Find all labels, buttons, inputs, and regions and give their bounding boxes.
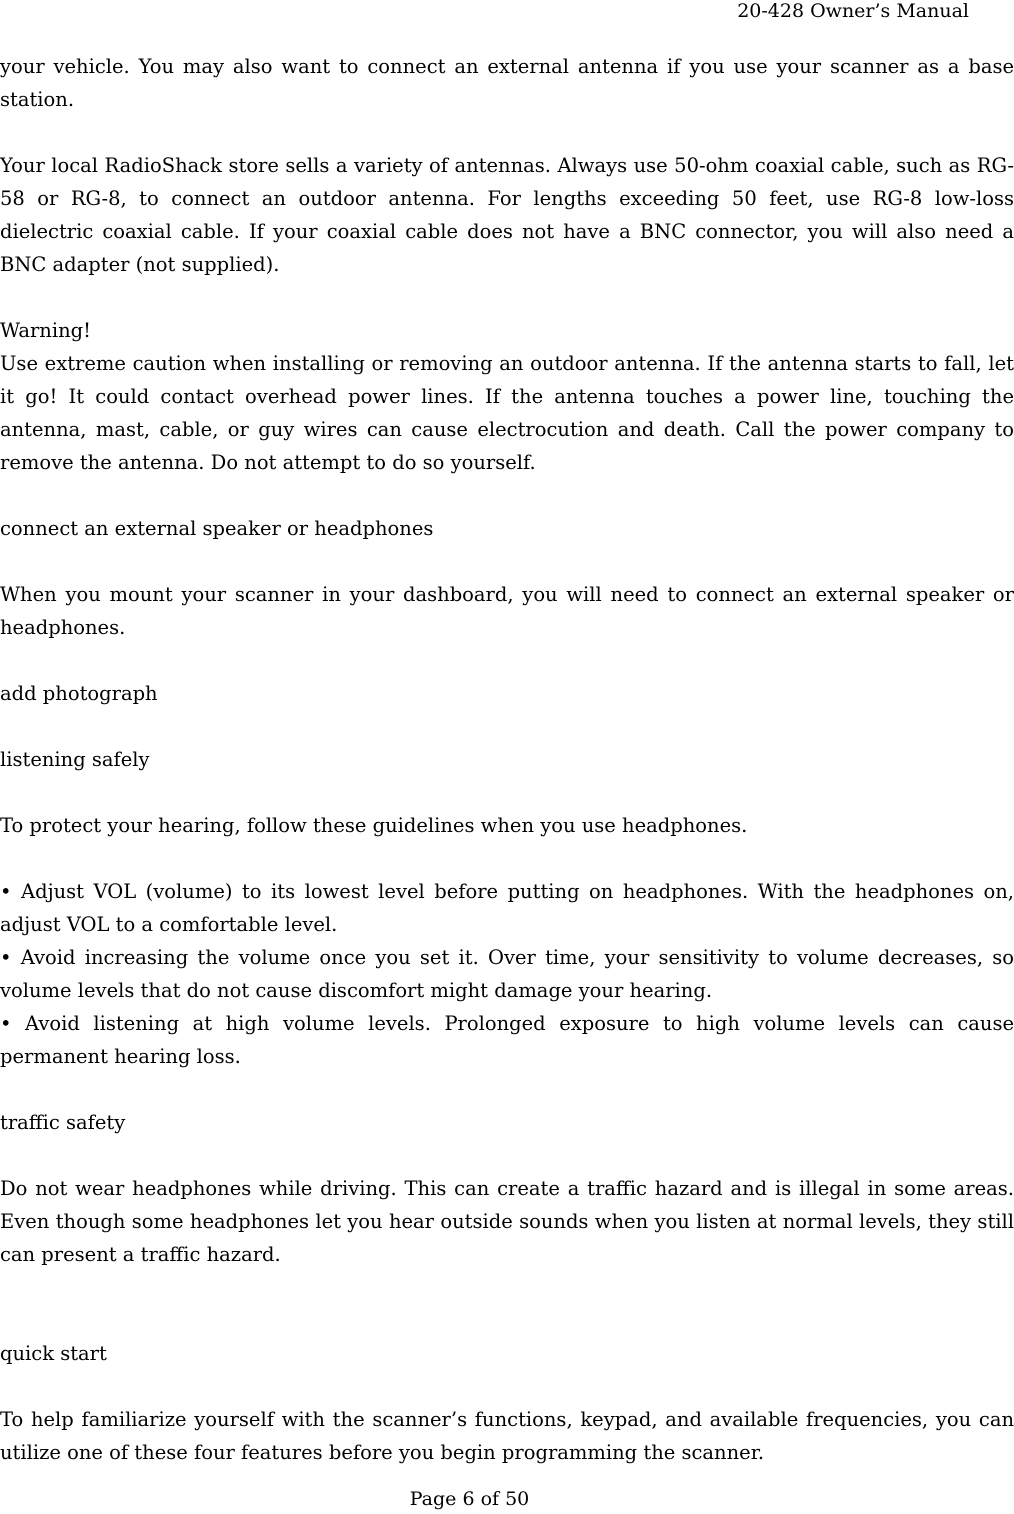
bullet-avoid-high-volume: • Avoid listening at high volume levels. Prolonged exposure to high volume levels can cause permanent hearing loss. bbox=[0, 1012, 1014, 1068]
page-footer bbox=[0, 1488, 1014, 1510]
page-header-title: 20-428 Owner’s Manual bbox=[737, 0, 969, 22]
paragraph-vehicle-antenna: your vehicle. You may also want to connect an external antenna if you use your scanner as a base station. bbox=[0, 55, 1014, 111]
heading-traffic-safety: traffic safety bbox=[0, 1111, 126, 1134]
document-body bbox=[0, 50, 1014, 1469]
spacer bbox=[0, 710, 1014, 743]
warning-label: Warning! bbox=[0, 319, 91, 342]
paragraph-antennas: Your local RadioShack store sells a variety of antennas. Always use 50-ohm coaxial cable, such as RG-58 or RG-8, to connect an outdoor antenna. For lengths exceeding 50 feet, use RG-8 low-loss dielectric coaxial cable. If your coaxial cable does not have a BNC connector, you will also need a BNC adapter (not supplied). bbox=[0, 154, 1014, 276]
page-number: Page 6 of 50 bbox=[409, 1488, 530, 1510]
spacer bbox=[0, 1139, 1014, 1172]
spacer bbox=[0, 479, 1014, 512]
spacer bbox=[0, 1073, 1014, 1106]
bullet-adjust-volume: • Adjust VOL (volume) to its lowest level before putting on headphones. With the headphones on, adjust VOL to a comfortable level. bbox=[0, 880, 1014, 936]
paragraph-traffic: Do not wear headphones while driving. This can create a traffic hazard and is illegal in some areas. Even though some headphones let you hear outside sounds when you listen at normal levels, they still can present a traffic hazard. bbox=[0, 1177, 1014, 1266]
heading-quick-start: quick start bbox=[0, 1342, 107, 1365]
spacer bbox=[0, 545, 1014, 578]
spacer bbox=[0, 842, 1014, 875]
heading-external-speaker: connect an external speaker or headphones bbox=[0, 517, 434, 540]
add-photograph-note: add photograph bbox=[0, 682, 158, 705]
paragraph-speaker: When you mount your scanner in your dashboard, you will need to connect an external speaker or headphones. bbox=[0, 583, 1014, 639]
paragraph-listening-intro: To protect your hearing, follow these guidelines when you use headphones. bbox=[0, 814, 748, 837]
spacer bbox=[0, 116, 1014, 149]
spacer bbox=[0, 644, 1014, 677]
spacer bbox=[0, 281, 1014, 314]
spacer bbox=[0, 1271, 1014, 1337]
paragraph-quick-start: To help familiarize yourself with the scanner’s functions, keypad, and available frequencies, you can utilize one of these four features before you begin programming the scanner. bbox=[0, 1408, 1014, 1464]
warning-text: Use extreme caution when installing or removing an outdoor antenna. If the antenna starts to fall, let it go! It could contact overhead power lines. If the antenna touches a power line, touching the antenna, mast, cable, or guy wires can cause electrocution and death. Call the power company to remove the antenna. Do not attempt to do so yourself. bbox=[0, 352, 1014, 474]
heading-listening-safely: listening safely bbox=[0, 748, 150, 771]
spacer bbox=[0, 776, 1014, 809]
bullet-avoid-increasing: • Avoid increasing the volume once you set it. Over time, your sensitivity to volume decreases, so volume levels that do not cause discomfort might damage your hearing. bbox=[0, 946, 1014, 1002]
spacer bbox=[0, 1370, 1014, 1403]
